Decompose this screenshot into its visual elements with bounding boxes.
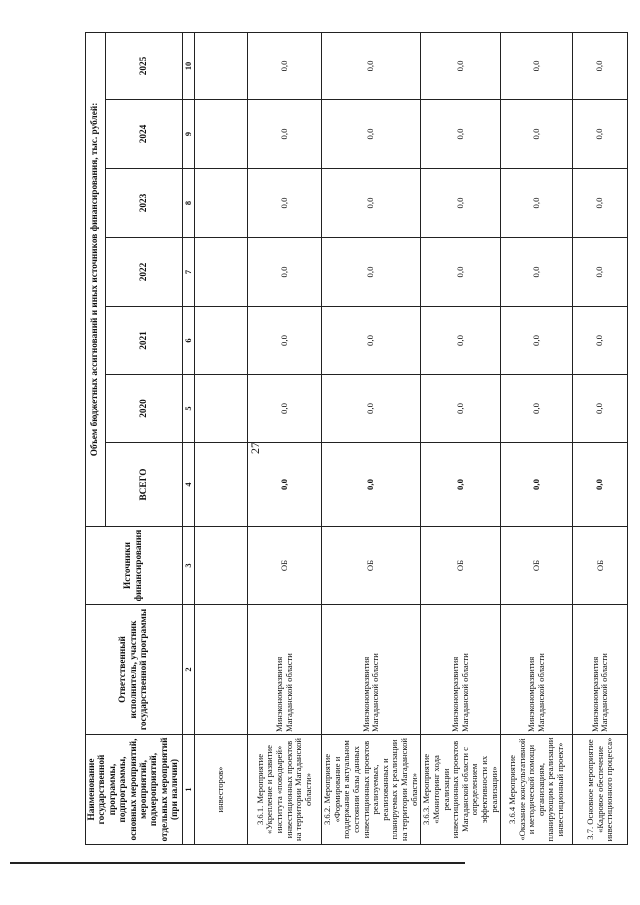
header-year: 2023 (106, 169, 183, 238)
row-source: ОБ (248, 527, 322, 605)
row-value (195, 238, 248, 307)
row-total: 0,0 (501, 443, 573, 527)
row-executor: Минэкономразвития Магаданской области (573, 605, 628, 735)
column-number-row (182, 32, 194, 844)
row-executor (195, 605, 248, 735)
row-name: 3.6.4 Мероприятие «Оказание консультативной и методической помощи организациям, планирующим к реализации инвестиционный проект» (501, 735, 573, 845)
row-total (195, 443, 248, 527)
row-name: инвесторов» (195, 735, 248, 845)
header-year: 2020 (106, 375, 183, 443)
table-row (195, 32, 248, 844)
row-total: 0,0 (322, 443, 421, 527)
funding-table (85, 32, 628, 845)
row-value: 0,0 (421, 238, 501, 307)
header-row-top (86, 32, 106, 844)
row-value: 0,0 (573, 169, 628, 238)
header-year: 2022 (106, 238, 183, 307)
row-value: 0,0 (248, 100, 322, 169)
header-funding-group: Объем бюджетных ассигнований и иных источников финансирования, тыс. рублей: (86, 32, 106, 526)
row-value: 0,0 (421, 32, 501, 99)
table-row (421, 32, 501, 844)
row-value: 0,0 (421, 307, 501, 375)
column-number: 6 (182, 307, 194, 375)
row-name: 3.6.3. Мероприятие «Мониторинг хода реализации инвестиционных проектов Магаданской области с определением эффективности их реализации» (421, 735, 501, 845)
row-value (195, 32, 248, 99)
row-value: 0,0 (421, 100, 501, 169)
row-total: 0,0 (248, 443, 322, 527)
row-value: 0,0 (322, 375, 421, 443)
page-number: 27 (248, 442, 262, 454)
row-source (195, 527, 248, 605)
row-total: 0,0 (421, 443, 501, 527)
row-value: 0,0 (248, 32, 322, 99)
table-row (322, 32, 421, 844)
row-value: 0,0 (421, 169, 501, 238)
column-number: 10 (182, 32, 194, 99)
column-number: 7 (182, 238, 194, 307)
row-value: 0,0 (322, 307, 421, 375)
table-row (501, 32, 573, 844)
row-value: 0,0 (501, 307, 573, 375)
row-source: ОБ (322, 527, 421, 605)
column-number: 1 (182, 735, 194, 845)
row-value: 0,0 (501, 100, 573, 169)
column-number: 2 (182, 605, 194, 735)
row-value: 0,0 (573, 375, 628, 443)
row-source: ОБ (501, 527, 573, 605)
row-value: 0,0 (501, 32, 573, 99)
table-row (248, 32, 322, 844)
column-number: 5 (182, 375, 194, 443)
row-value: 0,0 (322, 32, 421, 99)
row-executor: Минэкономразвития Магаданской области (322, 605, 421, 735)
row-source: ОБ (421, 527, 501, 605)
row-value: 0,0 (501, 238, 573, 307)
row-value: 0,0 (573, 307, 628, 375)
row-value: 0,0 (248, 307, 322, 375)
row-name: 3.6.2. Мероприятие «Формирование и поддержание в актуальном состоянии базы данных инвестиционных проектов реализуемых, реализованных и планируемых к реализации на территории Магаданской области» (322, 735, 421, 845)
row-value: 0,0 (421, 375, 501, 443)
row-executor: Минэкономразвития Магаданской области (248, 605, 322, 735)
row-value: 0,0 (322, 100, 421, 169)
row-value (195, 307, 248, 375)
row-name: 3.7. Основное мероприятие «Кадровое обеспечение инвестиционного процесса» (573, 735, 628, 845)
row-source: ОБ (573, 527, 628, 605)
bottom-rule (10, 862, 465, 864)
rotated-table-container (85, 33, 615, 845)
header-year: 2021 (106, 307, 183, 375)
row-value: 0,0 (322, 169, 421, 238)
row-executor: Минэкономразвития Магаданской области (421, 605, 501, 735)
header-name: Наименование государственной программы, подпрограммы, основных мероприятий, мероприятий, подмероприятий, отдельных мероприятий (при наличии) (86, 735, 183, 845)
row-value: 0,0 (501, 375, 573, 443)
column-number: 3 (182, 527, 194, 605)
header-source: Источники финансирования (86, 527, 183, 605)
column-number: 4 (182, 443, 194, 527)
table-row (573, 32, 628, 844)
row-total: 0,0 (573, 443, 628, 527)
row-value: 0,0 (573, 238, 628, 307)
row-value (195, 100, 248, 169)
row-value (195, 169, 248, 238)
header-year: 2025 (106, 32, 183, 99)
row-executor: Минэкономразвития Магаданской области (501, 605, 573, 735)
row-value: 0,0 (573, 100, 628, 169)
row-value: 0,0 (248, 238, 322, 307)
row-value (195, 375, 248, 443)
row-value: 0,0 (248, 169, 322, 238)
row-value: 0,0 (573, 32, 628, 99)
column-number: 9 (182, 100, 194, 169)
header-executor: Ответственный исполнитель, участник государственной программы (86, 605, 183, 735)
row-value: 0,0 (322, 238, 421, 307)
row-name: 3.6.1. Мероприятие «Укрепление и развитие института «поводырей» инвестиционных проектов на территории Магаданской области» (248, 735, 322, 845)
header-total: ВСЕГО (106, 443, 183, 527)
row-value: 0,0 (248, 375, 322, 443)
column-number: 8 (182, 169, 194, 238)
row-value: 0,0 (501, 169, 573, 238)
header-year: 2024 (106, 100, 183, 169)
